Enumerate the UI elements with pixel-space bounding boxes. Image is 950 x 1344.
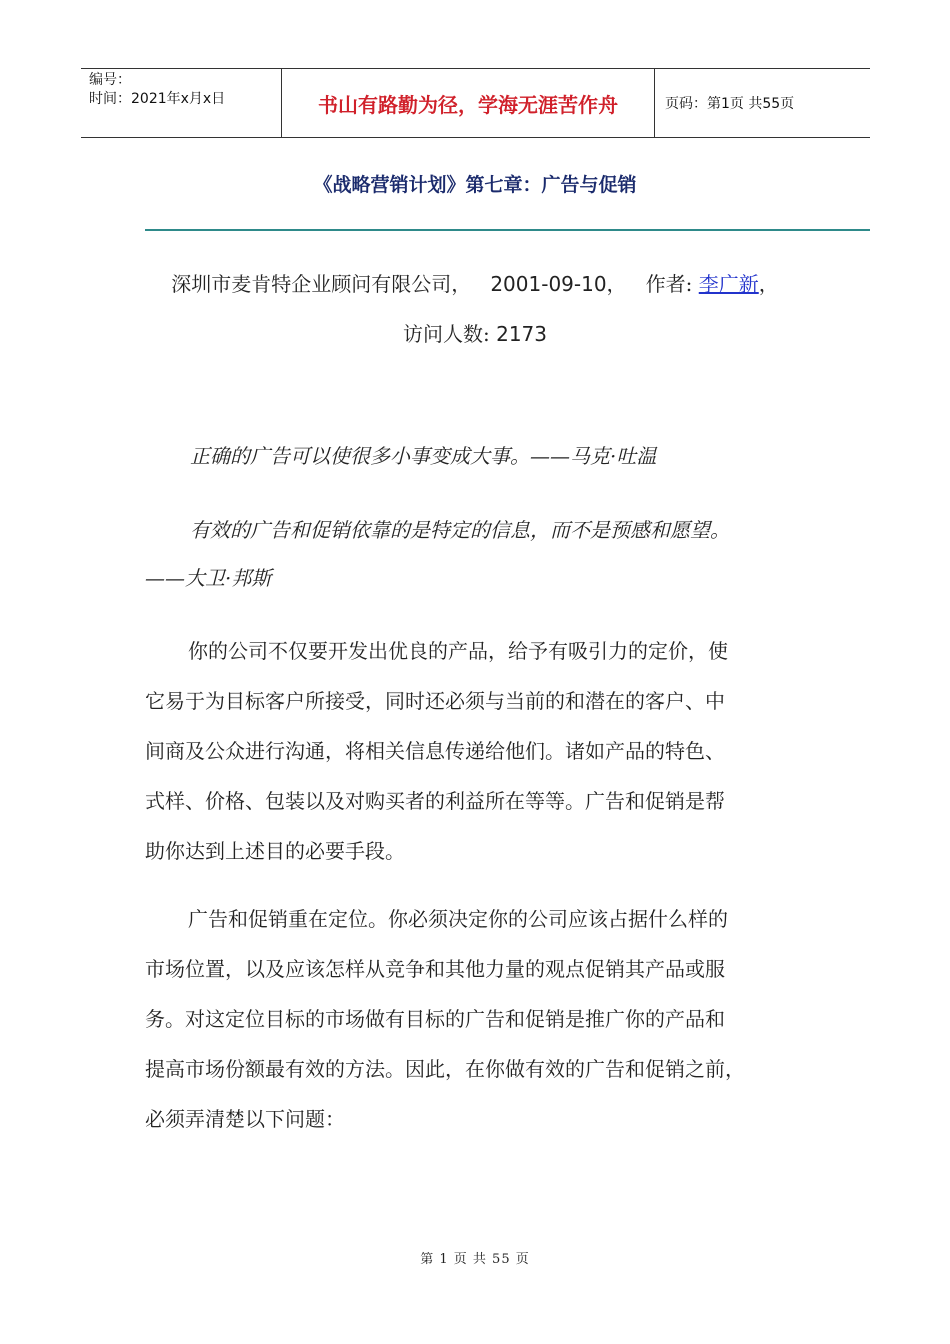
header-left-cell (81, 69, 281, 137)
meta-line-1 (0, 268, 950, 297)
author-suffix: ， (758, 272, 779, 296)
document-title: 《战略营销计划》第七章：广告与促销 (313, 174, 637, 196)
time-label: 时间：2021年x月x日 (89, 91, 226, 107)
quote-twain: 正确的广告可以使很多小事变成大事。——马克·吐温 (190, 444, 657, 468)
paragraph-line: 市场位置，以及应该怎样从竞争和其他力量的观点促销其产品或服 (145, 957, 725, 981)
visits-count: 2173 (496, 322, 547, 346)
author-link[interactable]: 李广新 (698, 272, 759, 296)
paragraph-line: 助你达到上述目的必要手段。 (145, 839, 405, 863)
paragraph-line: 你的公司不仅要开发出优良的产品，给予有吸引力的定价，使 (188, 639, 728, 663)
paragraph-line: 间商及公众进行沟通，将相关信息传递给他们。诸如产品的特色、 (145, 739, 725, 763)
header-motto: 书山有路勤为径，学海无涯苦作舟 (281, 69, 655, 137)
document-header (81, 68, 870, 138)
author-prefix: 作者: (645, 272, 693, 296)
publish-date: 2001-09-10， (490, 272, 627, 296)
paragraph-line: 式样、价格、包装以及对购买者的利益所在等等。广告和促销是帮 (145, 789, 725, 813)
page-footer: 第 1 页 共 55 页 (420, 1252, 530, 1267)
paragraph-2 (145, 894, 805, 1144)
paragraph-line: 它易于为目标客户所接受，同时还必须与当前的和潜在的客户、中 (145, 689, 725, 713)
number-label: 编号： (89, 72, 131, 88)
visits-label: 访问人数: (402, 322, 490, 346)
title-divider (145, 229, 870, 231)
paragraph-line: 提高市场份额最有效的方法。因此，在你做有效的广告和促销之前， (145, 1057, 745, 1081)
paragraph-line: 务。对这定位目标的市场做有目标的广告和促销是推广你的产品和 (145, 1007, 725, 1031)
paragraph-line: 广告和促销重在定位。你必须决定你的公司应该占据什么样的 (188, 907, 728, 931)
quote-bunce-attribution: ——大卫·邦斯 (145, 566, 272, 590)
paragraph-line: 必须弄清楚以下问题： (145, 1107, 345, 1131)
paragraph-1 (145, 626, 805, 876)
quote-bunce: 有效的广告和促销依靠的是特定的信息，而不是预感和愿望。 (190, 518, 730, 542)
meta-line-2 (0, 318, 950, 347)
header-page-label: 页码：第1页 共55页 (665, 96, 795, 112)
company-name: 深圳市麦肯特企业顾问有限公司， (171, 272, 472, 296)
